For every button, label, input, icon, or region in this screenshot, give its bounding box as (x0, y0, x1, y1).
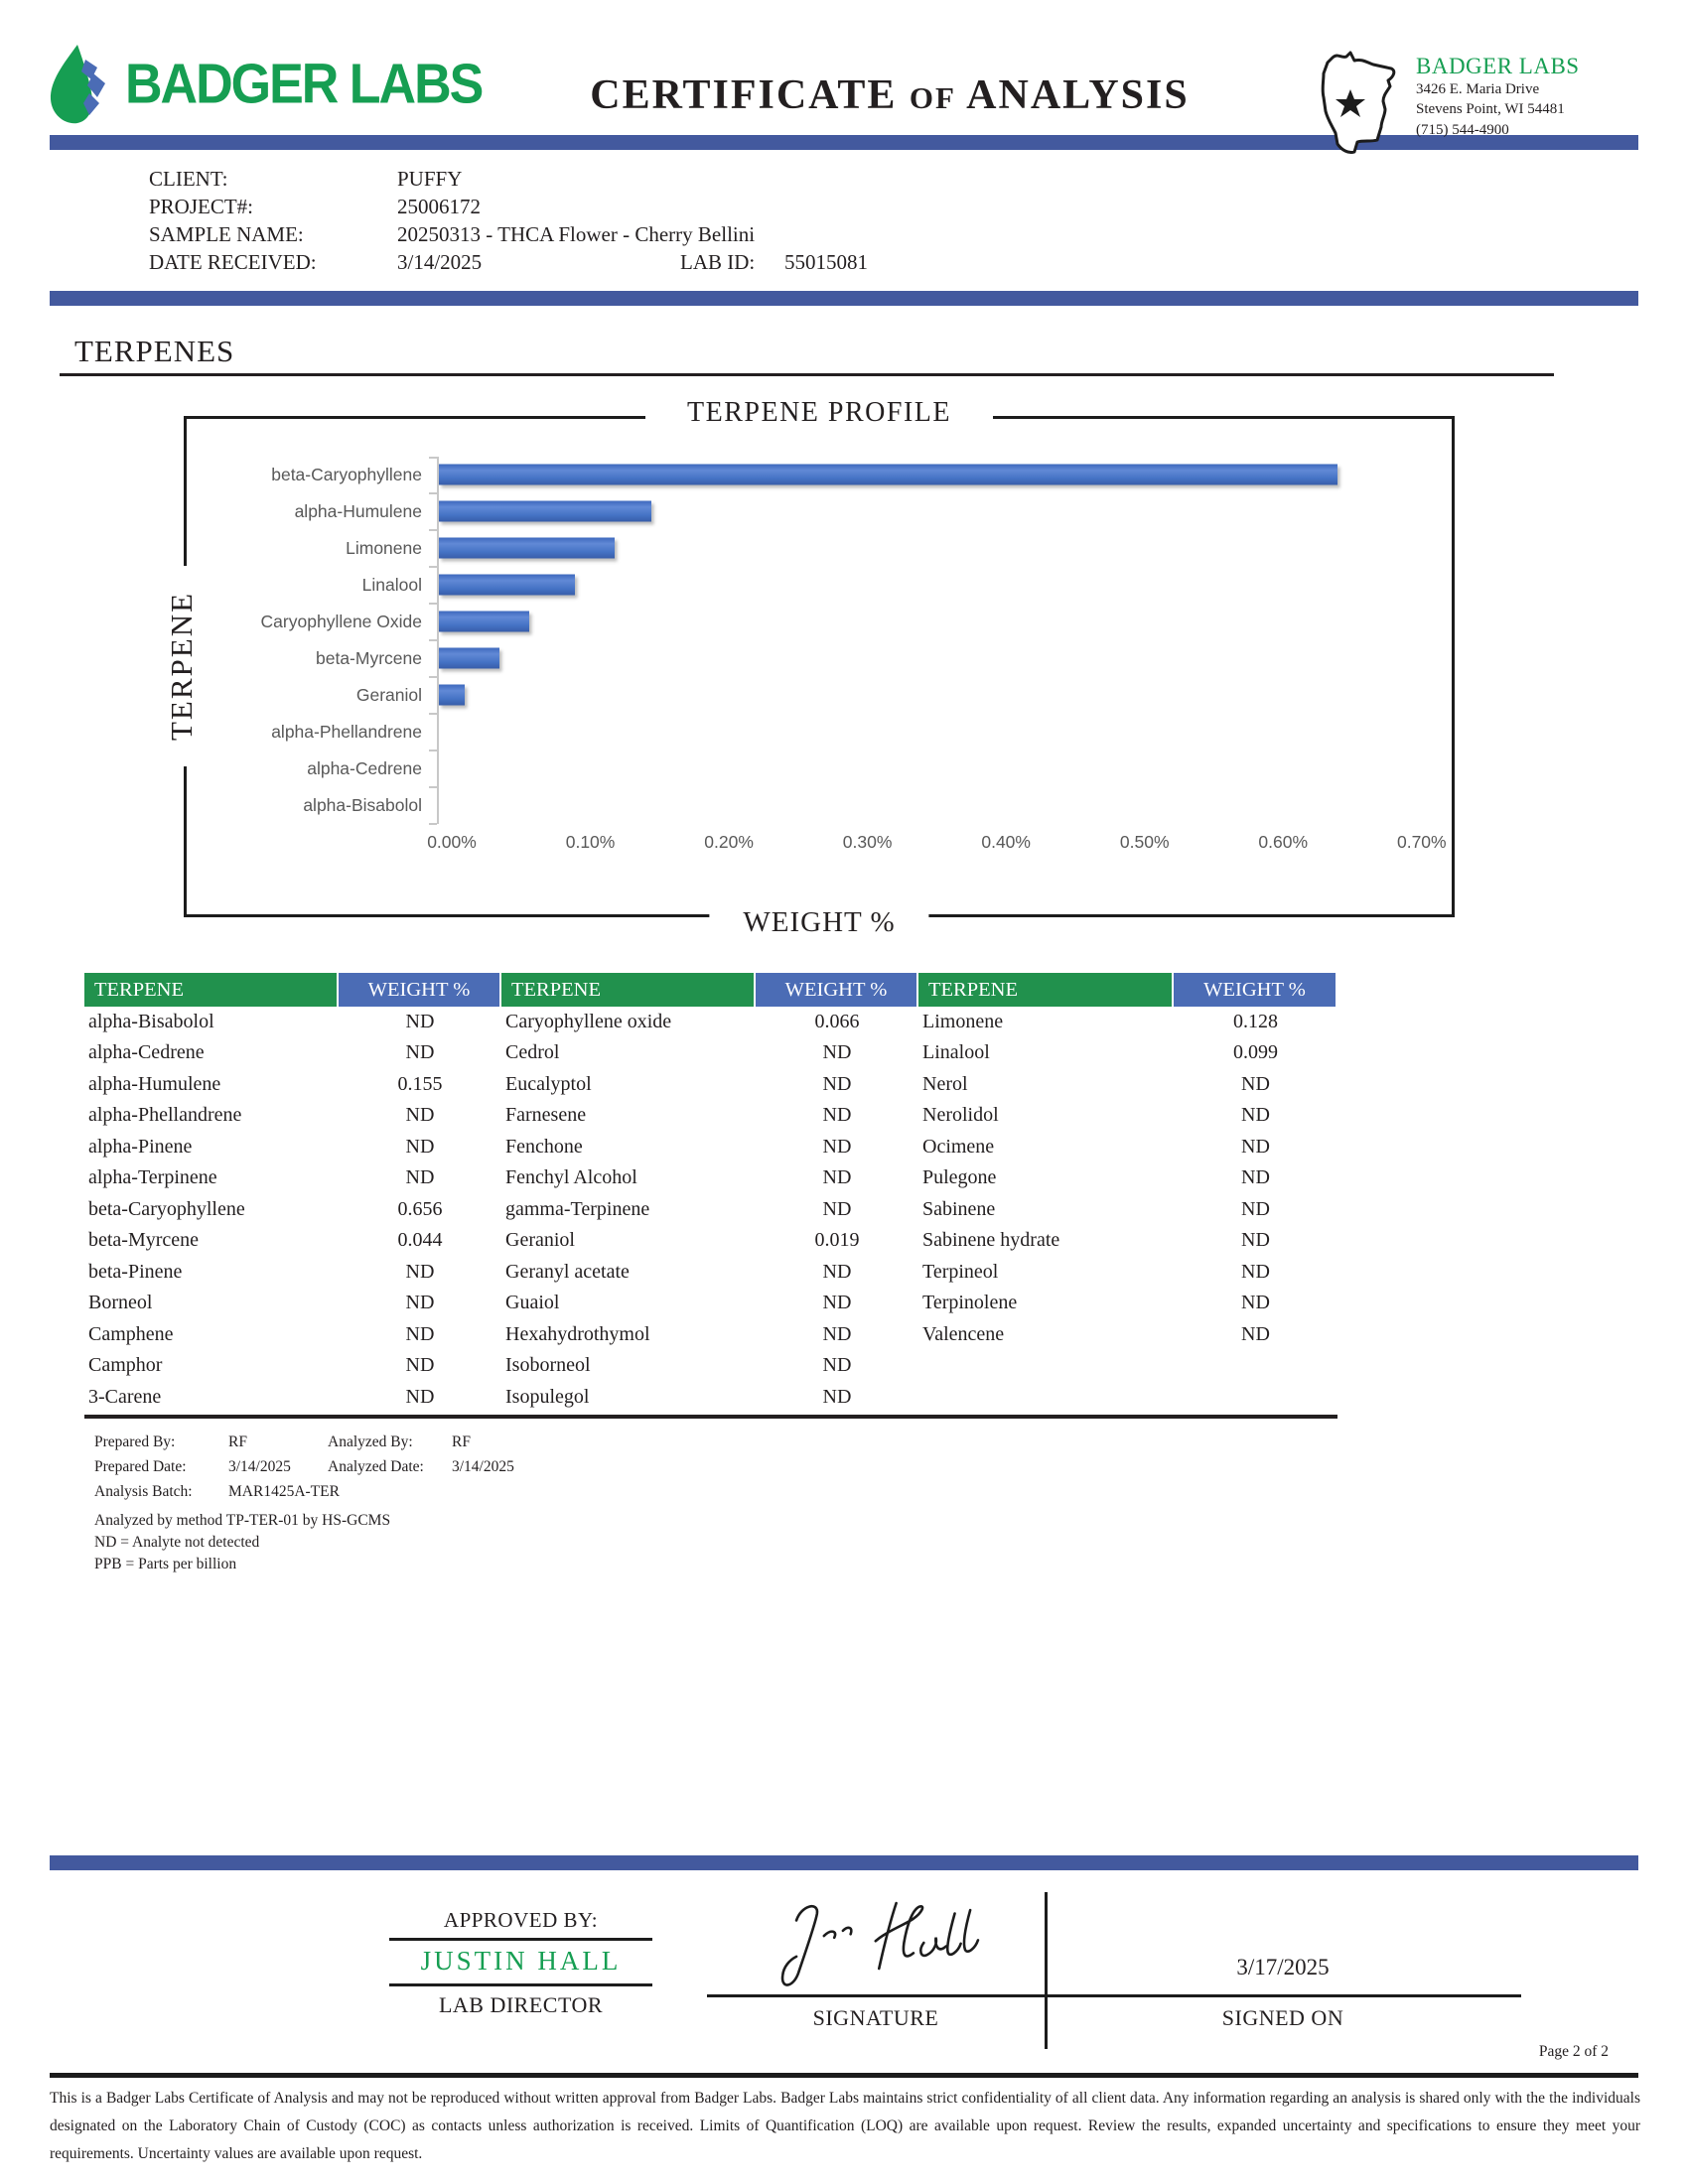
chart-bar-track (437, 714, 1428, 751)
table-cell-terpene: Caryophyllene oxide (505, 1010, 672, 1032)
table-cell-weight: ND (405, 1292, 435, 1314)
chart-bar (439, 501, 651, 522)
table-cell-weight: 0.044 (397, 1229, 443, 1252)
chart-bar (439, 538, 615, 559)
chart-bar-row (187, 751, 1428, 787)
analysis-batch-row (94, 1480, 1688, 1505)
chart-bar-track (437, 493, 1428, 530)
table-cell-weight: ND (822, 1072, 852, 1095)
x-axis-tick-label: 0.70% (1396, 831, 1447, 852)
table-cell-terpene: Linalool (922, 1041, 990, 1064)
table-cell-terpene: Hexahydrothymol (505, 1322, 650, 1345)
x-axis-tick-track (427, 828, 1452, 858)
section-title: TERPENES (74, 333, 235, 368)
client-row (149, 166, 1539, 194)
footer-rule (50, 2073, 1638, 2078)
table-cell-weight: ND (1241, 1166, 1270, 1189)
table-cell-terpene: beta-Pinene (88, 1260, 183, 1283)
client-label: CLIENT: (149, 167, 228, 191)
chart-category-label: alpha-Humulene (294, 500, 422, 521)
logo-wordmark: BADGER LABS (125, 53, 483, 116)
chart-category-label: Caryophyllene Oxide (260, 611, 422, 631)
table-cell-weight: ND (405, 1322, 435, 1345)
lab-address-block (1311, 46, 1638, 163)
chart-category-label: alpha-Phellandrene (271, 721, 422, 742)
client-value: PUFFY (397, 167, 463, 191)
chart-category-label: Linalool (361, 574, 422, 595)
chart-category-label: alpha-Bisabolol (303, 794, 422, 815)
analysis-batch-label: Analysis Batch: (94, 1482, 193, 1500)
table-cell-weight: ND (405, 1135, 435, 1158)
table-cell-terpene: Camphor (88, 1354, 163, 1377)
approver-name: JUSTIN HALL (389, 1941, 652, 1986)
signed-on-date-cell (1045, 1880, 1521, 1997)
table-cell-weight: ND (822, 1135, 852, 1158)
table-cell-weight: ND (1241, 1292, 1270, 1314)
chart-y-axis-label: TERPENE (164, 566, 200, 766)
table-cell-terpene: alpha-Phellandrene (88, 1104, 242, 1127)
client-info-block (149, 166, 1688, 277)
sample-name-value: 20250313 - THCA Flower - Cherry Bellini (397, 221, 756, 246)
divider-bar-2 (50, 291, 1638, 306)
table-cell-weight: ND (822, 1385, 852, 1408)
approver-title: LAB DIRECTOR (438, 1992, 604, 2017)
table-cell-terpene: Borneol (88, 1292, 153, 1314)
chart-bar-row (187, 714, 1428, 751)
analysis-batch-value: MAR1425A-TER (228, 1482, 340, 1500)
table-cell-weight: ND (1241, 1322, 1270, 1345)
prepared-date-value: 3/14/2025 (228, 1457, 291, 1475)
chart-category-label: beta-Myrcene (316, 647, 422, 668)
terpene-profile-chart (164, 396, 1455, 938)
table-cell-weight: ND (822, 1260, 852, 1283)
x-axis-tick-label: 0.10% (565, 831, 616, 852)
table-cell-terpene: Guaiol (505, 1292, 560, 1314)
lab-id-value: 55015081 (784, 249, 868, 274)
chart-category-label: alpha-Cedrene (307, 757, 422, 778)
table-cell-terpene: alpha-Cedrene (88, 1041, 205, 1064)
prepared-by-row (94, 1431, 1688, 1455)
table-cell-weight: 0.099 (1233, 1041, 1278, 1064)
table-cell-weight (1174, 1382, 1337, 1414)
table-cell-terpene (918, 1382, 1174, 1414)
lab-address-line1: 3426 E. Maria Drive (1416, 81, 1540, 97)
page-title: CERTIFICATE OF ANALYSIS (590, 72, 1190, 118)
approved-by-label: APPROVED BY: (389, 1908, 652, 1941)
table-cell-terpene (918, 1350, 1174, 1382)
date-received-row (149, 249, 1539, 277)
table-cell-terpene: alpha-Pinene (88, 1135, 193, 1158)
chart-bar (439, 465, 1337, 485)
terpenes-section-header (60, 334, 1554, 376)
table-cell-weight: ND (822, 1104, 852, 1127)
chart-bar (439, 612, 529, 632)
table-cell-terpene: Nerolidol (922, 1104, 999, 1127)
page-number: Page 2 of 2 (1538, 2043, 1609, 2060)
approval-block (0, 1880, 1688, 2051)
table-cell-terpene: Farnesene (505, 1104, 587, 1127)
table-cell-terpene: beta-Caryophyllene (88, 1197, 245, 1220)
table-cell-weight: 0.155 (397, 1072, 443, 1095)
sample-name-label: SAMPLE NAME: (149, 221, 304, 246)
chart-category-label: Geraniol (355, 684, 422, 705)
x-axis-tick-label: 0.60% (1258, 831, 1309, 852)
chart-plot-area (187, 457, 1428, 824)
nd-note: ND = Analyte not detected (94, 1533, 260, 1551)
table-cell-weight: ND (1241, 1072, 1270, 1095)
analyzed-date-label: Analyzed Date: (328, 1457, 424, 1475)
table-cell-weight: ND (405, 1385, 435, 1408)
divider-bar-bottom (50, 1855, 1638, 1870)
lab-phone: (715) 544-4900 (1416, 121, 1509, 138)
sample-name-row (149, 221, 1539, 249)
table-cell-terpene: Fenchone (505, 1135, 583, 1158)
signed-on-label: SIGNED ON (1221, 2005, 1344, 2030)
table-cell-weight: ND (822, 1041, 852, 1064)
wisconsin-map-icon (1311, 46, 1410, 163)
table-cell-weight: ND (1241, 1229, 1270, 1252)
table-cell-weight: ND (405, 1104, 435, 1127)
table-cell-weight: ND (1241, 1135, 1270, 1158)
chart-bar (439, 685, 465, 706)
table-cell-weight: 0.019 (814, 1229, 860, 1252)
chart-bar (439, 575, 575, 596)
table-cell-terpene: Pulegone (922, 1166, 997, 1189)
table-cell-terpene: Geraniol (505, 1229, 575, 1252)
chart-bar-row (187, 787, 1428, 824)
prepared-date-label: Prepared Date: (94, 1457, 187, 1475)
chart-bar-row (187, 530, 1428, 567)
chart-bar-row (187, 457, 1428, 493)
table-cell-weight: 0.066 (814, 1010, 860, 1032)
analyzed-date-value: 3/14/2025 (452, 1457, 514, 1475)
chart-bar-row (187, 604, 1428, 640)
prepared-date-row (94, 1455, 1688, 1480)
signature-cell (707, 1880, 1045, 1997)
table-cell-weight: ND (822, 1166, 852, 1189)
table-cell-weight: ND (822, 1322, 852, 1345)
date-received-value: 3/14/2025 (397, 249, 483, 274)
chart-bar-track (437, 530, 1428, 567)
table-cell-terpene: Limonene (922, 1010, 1004, 1032)
chart-bar (439, 648, 499, 669)
table-cell-weight: ND (405, 1260, 435, 1283)
table-header-terpene: TERPENE (501, 973, 756, 1007)
table-cell-weight: ND (405, 1166, 435, 1189)
table-cell-terpene: Cedrol (505, 1041, 560, 1064)
table-cell-terpene: alpha-Terpinene (88, 1166, 217, 1189)
badger-labs-logo (42, 42, 483, 127)
table-cell-weight: 0.128 (1233, 1010, 1278, 1032)
approved-by-block (389, 1908, 652, 2018)
table-cell-terpene: Isoborneol (505, 1354, 591, 1377)
lab-id-label: LAB ID: (680, 249, 756, 274)
table-cell-weight: 0.656 (397, 1197, 443, 1220)
chart-bar-row (187, 640, 1428, 677)
table-cell-weight: ND (405, 1010, 435, 1032)
project-value: 25006172 (397, 194, 481, 218)
prep-info-block (94, 1431, 1688, 1574)
table-cell-terpene: alpha-Humulene (88, 1072, 221, 1095)
table-cell-terpene: Sabinene (922, 1197, 996, 1220)
table-cell-weight: ND (405, 1041, 435, 1064)
lab-address-line2: Stevens Point, WI 54481 (1416, 101, 1565, 118)
table-cell-weight: ND (1241, 1260, 1270, 1283)
x-axis-tick-label: 0.50% (1119, 831, 1170, 852)
table-cell-terpene: gamma-Terpinene (505, 1197, 650, 1220)
table-cell-weight: ND (405, 1354, 435, 1377)
chart-bar-track (437, 640, 1428, 677)
chart-bar-row (187, 493, 1428, 530)
table-cell-terpene: Terpineol (922, 1260, 999, 1283)
project-label: PROJECT#: (149, 194, 254, 218)
table-cell-terpene: beta-Myrcene (88, 1229, 200, 1252)
table-cell-weight: ND (822, 1354, 852, 1377)
table-cell-terpene: Fenchyl Alcohol (505, 1166, 637, 1189)
chart-bar-track (437, 457, 1428, 493)
signature-divider-line (1045, 1892, 1048, 2049)
table-cell-terpene: 3-Carene (88, 1385, 162, 1408)
chart-category-label: beta-Caryophyllene (271, 464, 422, 484)
signature-image (752, 1887, 1010, 1998)
table-grid (84, 973, 1337, 1414)
table-cell-terpene: Terpinolene (922, 1292, 1018, 1314)
chart-bar-track (437, 567, 1428, 604)
terpene-results-table (84, 973, 1337, 1420)
table-cell-weight: ND (822, 1197, 852, 1220)
table-cell-terpene: Geranyl acetate (505, 1260, 630, 1283)
signed-on-date: 3/17/2025 (1236, 1955, 1330, 1979)
x-axis-tick-label: 0.00% (427, 831, 477, 852)
signature-area (707, 1880, 1521, 2031)
date-received-label: DATE RECEIVED: (149, 249, 317, 274)
signature-label: SIGNATURE (812, 2005, 939, 2030)
table-cell-weight: ND (1241, 1104, 1270, 1127)
chart-bar-track (437, 677, 1428, 714)
table-cell-weight (1174, 1350, 1337, 1382)
analyzed-by-value: RF (452, 1433, 471, 1451)
chart-bar-track (437, 787, 1428, 824)
chart-bar-row (187, 677, 1428, 714)
table-header-weight: WEIGHT % (756, 973, 918, 1007)
table-header-weight: WEIGHT % (1174, 973, 1337, 1007)
method-note: Analyzed by method TP-TER-01 by HS-GCMS (94, 1511, 391, 1529)
table-header-weight: WEIGHT % (339, 973, 501, 1007)
table-cell-terpene: alpha-Bisabolol (88, 1010, 214, 1032)
chart-x-axis (187, 828, 1452, 858)
footer-disclaimer: This is a Badger Labs Certificate of Analysis and may not be reproduced without written approval from Badger Labs. Badger Labs maintains strict confidentiality of all client data. Any information regarding an analysis is shared only with the the individuals designated on the Laboratory Chain of Custody (COC) as contacts unless authorization is received. Limits of Quantification (LOQ) are available upon request. Review the results, expanded uncertainty and specifications to ensure they meet your requirements. Uncertainty values are available upon request. (50, 2090, 1640, 2163)
table-header-terpene: TERPENE (84, 973, 339, 1007)
analyzed-by-label: Analyzed By: (328, 1433, 413, 1451)
x-axis-tick-label: 0.20% (704, 831, 754, 852)
table-cell-terpene: Valencene (922, 1322, 1005, 1345)
table-cell-terpene: Eucalyptol (505, 1072, 592, 1095)
chart-bar-row (187, 567, 1428, 604)
ppb-note: PPB = Parts per billion (94, 1555, 237, 1572)
lab-name: BADGER LABS (1416, 54, 1580, 78)
prepared-by-label: Prepared By: (94, 1433, 176, 1451)
prepared-by-value: RF (228, 1433, 247, 1451)
table-cell-terpene: Isopulegol (505, 1385, 590, 1408)
leaf-logo-icon (42, 42, 119, 127)
table-cell-terpene: Sabinene hydrate (922, 1229, 1060, 1252)
table-cell-terpene: Camphene (88, 1322, 174, 1345)
table-cell-weight: ND (822, 1292, 852, 1314)
chart-bar-track (437, 751, 1428, 787)
chart-title: TERPENE PROFILE (645, 397, 993, 429)
chart-x-axis-label: WEIGHT % (709, 906, 928, 939)
chart-category-label: Limonene (346, 537, 422, 558)
table-cell-terpene: Nerol (922, 1072, 968, 1095)
table-cell-terpene: Ocimene (922, 1135, 995, 1158)
table-header-terpene: TERPENE (918, 973, 1174, 1007)
x-axis-tick-label: 0.30% (842, 831, 893, 852)
chart-bar-track (437, 604, 1428, 640)
table-cell-weight: ND (1241, 1197, 1270, 1220)
page-header (0, 0, 1688, 138)
x-axis-tick-label: 0.40% (981, 831, 1031, 852)
project-row (149, 194, 1539, 221)
